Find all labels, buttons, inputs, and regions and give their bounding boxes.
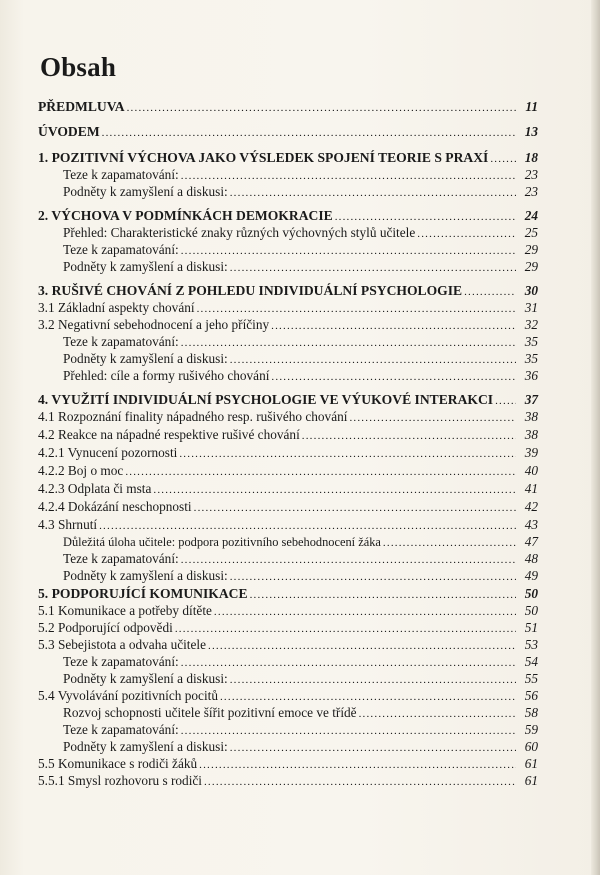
- toc-entry-page: 53: [524, 637, 538, 652]
- toc-entry-page: 55: [524, 671, 538, 686]
- toc-entry-label: Teze k zapamatování:: [63, 334, 179, 349]
- leader-dots: [204, 776, 516, 788]
- toc-entry-label: 5.2 Podporující odpovědi: [38, 620, 173, 635]
- leader-dots: [153, 484, 516, 496]
- leader-dots: [250, 589, 516, 601]
- toc-entry-label: 5.3 Sebejistota a odvaha učitele: [38, 637, 207, 652]
- toc-entry-page: 60: [524, 739, 538, 754]
- leader-dots: [127, 102, 516, 114]
- toc-entry[interactable]: [38, 499, 538, 517]
- leader-dots: [230, 262, 516, 274]
- leader-dots: [181, 554, 516, 566]
- toc-entry-label: 5.4 Vyvolávání pozitivních pocitů: [38, 688, 218, 703]
- toc-entry[interactable]: [38, 225, 538, 243]
- toc-entry-label: 4.2 Reakce na nápadné respektive rušivé chování: [38, 427, 300, 442]
- toc-entry-label: 5.1 Komunikace a potřeby dítěte: [38, 603, 212, 618]
- toc-entry-label: Rozvoj schopnosti učitele šířit pozitivní emoce ve třídě: [63, 705, 357, 720]
- toc-entry[interactable]: [38, 568, 538, 586]
- toc-entry-page: 23: [524, 167, 538, 182]
- toc-entry-label: 3.1 Základní aspekty chování: [38, 300, 195, 315]
- toc-entry-chapter[interactable]: [38, 99, 538, 117]
- toc-entry[interactable]: [38, 534, 538, 552]
- toc-entry[interactable]: [38, 481, 538, 499]
- toc-entry-page: 50: [524, 586, 538, 601]
- toc-entry-label: 4. VYUŽITÍ INDIVIDUÁLNÍ PSYCHOLOGIE VE VÝUKOVÉ INTERAKCI: [38, 392, 494, 407]
- leader-dots: [181, 725, 516, 737]
- toc-entry-page: 32: [524, 317, 538, 332]
- leader-dots: [208, 640, 516, 652]
- leader-dots: [99, 520, 516, 532]
- toc-entry-label: 5.5 Komunikace s rodiči žáků: [38, 756, 198, 771]
- toc-entry[interactable]: [38, 409, 538, 427]
- leader-dots: [490, 153, 516, 165]
- toc-entry-label: Teze k zapamatování:: [63, 654, 179, 669]
- leader-dots: [181, 337, 516, 349]
- toc-entry-page: 18: [524, 150, 538, 165]
- toc-entry[interactable]: [38, 317, 538, 335]
- toc-entry-page: 13: [524, 124, 538, 139]
- page-title: Obsah: [40, 52, 117, 82]
- toc-entry-page: 41: [524, 481, 538, 496]
- leader-dots: [181, 170, 516, 182]
- toc-entry-label: Podněty k zamyšlení a diskusi:: [63, 568, 228, 583]
- toc-entry-label: 5.5.1 Smysl rozhovoru s rodiči: [38, 773, 202, 788]
- toc-entry[interactable]: [38, 445, 538, 463]
- toc-entry[interactable]: [38, 463, 538, 481]
- leader-dots: [302, 430, 516, 442]
- toc-entry-page: 50: [524, 603, 538, 618]
- toc-entry-label: Podněty k zamyšlení a diskusi:: [63, 351, 228, 366]
- toc-entry[interactable]: [38, 300, 538, 318]
- toc-entry-page: 29: [524, 259, 538, 274]
- toc-entry[interactable]: [38, 184, 538, 202]
- toc-entry-label: 3.2 Negativní sebehodnocení a jeho příčiny: [38, 317, 270, 332]
- toc-entry-label: ÚVODEM: [38, 124, 100, 139]
- leader-dots: [197, 303, 516, 315]
- leader-dots: [179, 448, 516, 460]
- toc-entry[interactable]: [38, 773, 538, 791]
- toc-entry-chapter[interactable]: [38, 208, 538, 226]
- leader-dots: [230, 674, 516, 686]
- toc-entry-page: 54: [524, 654, 538, 669]
- toc-entry-page: 37: [524, 392, 538, 407]
- toc-entry-page: 56: [524, 688, 538, 703]
- toc-entry[interactable]: [38, 620, 538, 638]
- toc-entry-label: Podněty k zamyšlení a diskusi:: [63, 259, 228, 274]
- leader-dots: [271, 320, 516, 332]
- leader-dots: [230, 571, 516, 583]
- leader-dots: [383, 537, 516, 549]
- toc-entry-page: 38: [524, 409, 538, 424]
- toc-entry-label: Teze k zapamatování:: [63, 551, 179, 566]
- toc-entry-label: Teze k zapamatování:: [63, 242, 179, 257]
- leader-dots: [230, 742, 516, 754]
- toc-entry[interactable]: [38, 427, 538, 445]
- toc-entry[interactable]: [38, 739, 538, 757]
- toc-entry-chapter[interactable]: [38, 150, 538, 168]
- toc-entry-page: 40: [524, 463, 538, 478]
- toc-entry-page: 11: [525, 99, 538, 114]
- toc-entry-page: 58: [524, 705, 538, 720]
- toc-entry[interactable]: [38, 517, 538, 535]
- toc-entry-chapter[interactable]: [38, 586, 538, 604]
- toc-entry-label: Důležitá úloha učitele: podpora pozitivního sebehodnocení žáka: [63, 535, 381, 549]
- toc-entry-page: 36: [524, 368, 538, 383]
- leader-dots: [220, 691, 516, 703]
- toc-entry-label: 4.2.2 Boj o moc: [38, 463, 124, 478]
- toc-entry-page: 61: [524, 773, 538, 788]
- toc-entry[interactable]: [38, 242, 538, 260]
- leader-dots: [230, 187, 516, 199]
- toc-entry[interactable]: [38, 705, 538, 723]
- toc-entry-label: PŘEDMLUVA: [38, 99, 125, 114]
- toc-entry-page: 48: [524, 551, 538, 566]
- toc-entry[interactable]: [38, 551, 538, 569]
- toc-entry-chapter[interactable]: [38, 283, 538, 301]
- toc-entry-label: 3. RUŠIVÉ CHOVÁNÍ Z POHLEDU INDIVIDUÁLNÍ PSYCHOLOGIE: [38, 283, 463, 298]
- toc-entry[interactable]: [38, 167, 538, 185]
- leader-dots: [230, 354, 516, 366]
- toc-entry-page: 59: [524, 722, 538, 737]
- toc-entry-label: Teze k zapamatování:: [63, 722, 179, 737]
- toc-entry-page: 31: [524, 300, 538, 315]
- toc-entry[interactable]: [38, 334, 538, 352]
- toc-entry[interactable]: [38, 722, 538, 740]
- toc-entry-page: 25: [524, 225, 538, 240]
- toc-entry-label: Teze k zapamatování:: [63, 167, 179, 182]
- toc-entry-label: 4.2.4 Dokázání neschopnosti: [38, 499, 192, 514]
- toc-entry-label: 4.2.1 Vynucení pozornosti: [38, 445, 178, 460]
- leader-dots: [335, 211, 516, 223]
- toc-entry-page: 29: [524, 242, 538, 257]
- toc-entry-chapter[interactable]: [38, 124, 538, 142]
- leader-dots: [359, 708, 516, 720]
- toc-entry-page: 47: [524, 534, 538, 549]
- toc-entry-label: 5. PODPORUJÍCÍ KOMUNIKACE: [38, 586, 248, 601]
- toc-entry-label: 4.3 Shrnutí: [38, 517, 98, 532]
- toc-entry-page: 30: [524, 283, 538, 298]
- toc-entry[interactable]: [38, 351, 538, 369]
- toc-entry[interactable]: [38, 637, 538, 655]
- toc-entry-page: 35: [524, 351, 538, 366]
- leader-dots: [175, 623, 516, 635]
- toc-entry-page: 42: [524, 499, 538, 514]
- toc-entry-page: 49: [524, 568, 538, 583]
- leader-dots: [417, 228, 516, 240]
- toc-entry-page: 61: [524, 756, 538, 771]
- toc-entry[interactable]: [38, 368, 538, 386]
- toc-entry-label: Přehled: Charakteristické znaky různých výchovných stylů učitele: [63, 225, 416, 240]
- toc-entry-label: Podněty k zamyšlení a diskusi:: [63, 739, 228, 754]
- toc-entry[interactable]: [38, 688, 538, 706]
- leader-dots: [495, 395, 516, 407]
- toc-entry-label: Podněty k zamyšlení a diskusi:: [63, 671, 228, 686]
- toc-entry-page: 43: [524, 517, 538, 532]
- toc-entry[interactable]: [38, 654, 538, 672]
- toc-entry[interactable]: [38, 259, 538, 277]
- toc-entry-label: 4.2.3 Odplata či msta: [38, 481, 152, 496]
- leader-dots: [349, 412, 516, 424]
- leader-dots: [194, 502, 516, 514]
- toc-entry[interactable]: [38, 671, 538, 689]
- toc-entry-chapter[interactable]: [38, 392, 538, 410]
- toc-entry-label: 1. POZITIVNÍ VÝCHOVA JAKO VÝSLEDEK SPOJENÍ TEORIE S PRAXÍ: [38, 150, 489, 165]
- toc-entry-label: 2. VÝCHOVA V PODMÍNKÁCH DEMOKRACIE: [38, 208, 333, 223]
- toc-entry-page: 24: [524, 208, 538, 223]
- toc-entry-label: Přehled: cíle a formy rušivého chování: [63, 368, 270, 383]
- leader-dots: [102, 127, 516, 139]
- leader-dots: [181, 657, 516, 669]
- leader-dots: [214, 606, 516, 618]
- leader-dots: [125, 466, 516, 478]
- toc-entry-label: 4.1 Rozpoznání finality nápadného resp. rušivého chování: [38, 409, 348, 424]
- page-edge-shadow: [591, 0, 600, 875]
- toc-entry-page: 38: [524, 427, 538, 442]
- toc-entry-page: 35: [524, 334, 538, 349]
- leader-dots: [271, 371, 516, 383]
- toc-entry-page: 51: [524, 620, 538, 635]
- leader-dots: [181, 245, 516, 257]
- toc-entry-label: Podněty k zamyšlení a diskusi:: [63, 184, 228, 199]
- toc-entry[interactable]: [38, 603, 538, 621]
- toc-entry-page: 23: [524, 184, 538, 199]
- toc-entry[interactable]: [38, 756, 538, 774]
- leader-dots: [199, 759, 516, 771]
- leader-dots: [464, 286, 516, 298]
- toc-entry-page: 39: [524, 445, 538, 460]
